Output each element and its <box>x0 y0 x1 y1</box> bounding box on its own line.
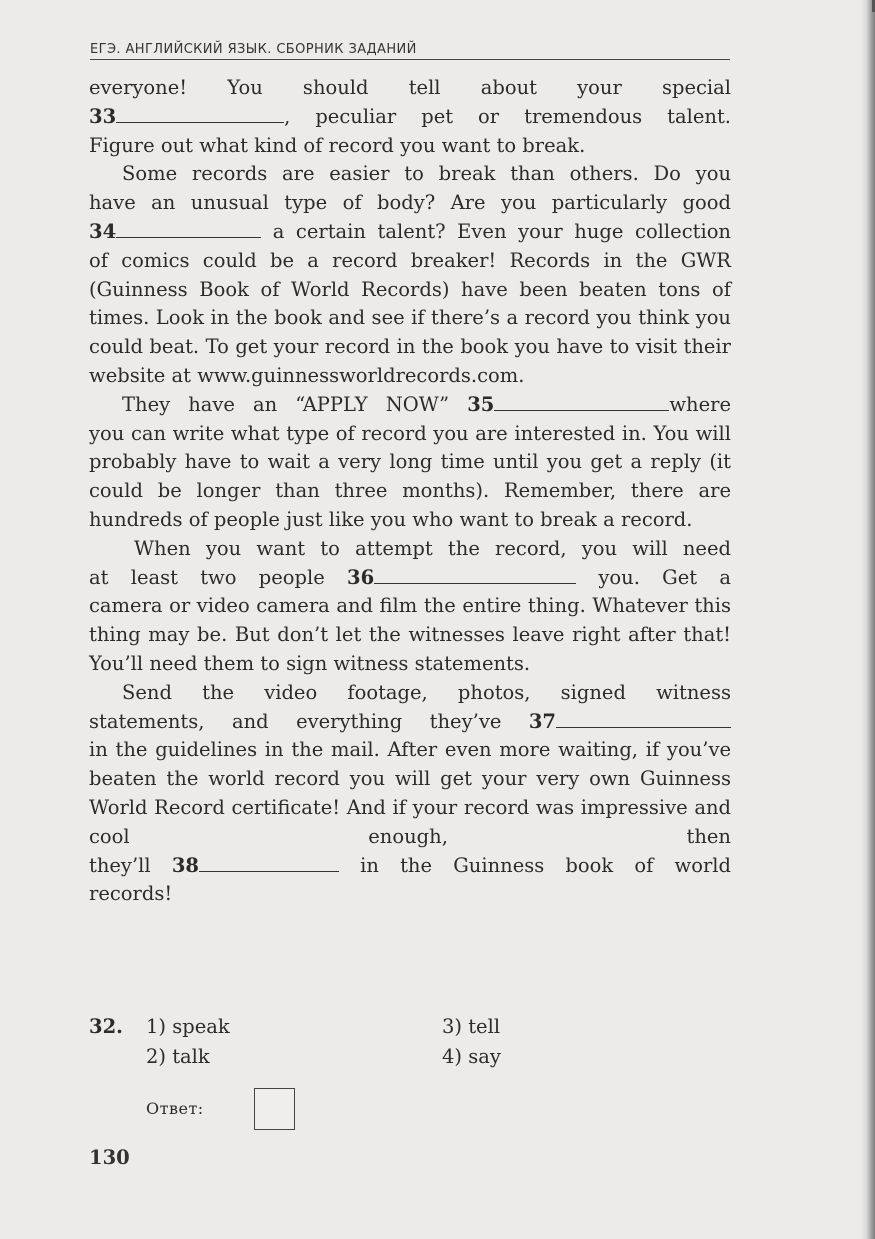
paragraph-5-last-after: in the Guinness book of world <box>338 853 731 877</box>
gap-37-blank[interactable] <box>556 709 731 728</box>
reading-text <box>89 74 731 909</box>
paragraph-4-line-2 <box>89 564 731 593</box>
paragraph-2-text: a certain talent? Even your huge collection <box>261 219 731 243</box>
paragraph-2-line-1: Some records are easier to break than others. Do you <box>122 162 731 186</box>
answer-box[interactable] <box>254 1088 295 1130</box>
paragraph-5-line-1: Send the video footage, photos, signed witness <box>122 680 731 704</box>
paragraph-2-line-3 <box>89 218 731 247</box>
question-number: 32. <box>89 1015 123 1038</box>
page-number: 130 <box>89 1146 130 1169</box>
option-1[interactable]: 1) speak <box>146 1015 230 1038</box>
paragraph-5-start: statements, and everything they’ve <box>89 709 529 733</box>
paragraph-4-line-1: When you want to attempt the record, you will need <box>134 536 731 560</box>
option-4[interactable]: 4) say <box>442 1045 501 1068</box>
gap-number-33: 33 <box>89 104 117 128</box>
gap-number-35: 35 <box>467 392 495 416</box>
paragraph-1-text: , peculiar pet or tremendous talent. <box>284 104 731 128</box>
gap-number-36: 36 <box>347 565 375 589</box>
gap-35-blank[interactable] <box>494 392 669 411</box>
paragraph-5-line-2 <box>89 708 731 737</box>
paragraph-3-rest: you can write what type of record you are interested in. You will probably have to wait a very long time until you get a reply (it could be longer than three months). Remember, there are hundreds of people just like you who want to break a record. <box>89 421 731 531</box>
gap-number-38: 38 <box>171 853 199 877</box>
paragraph-3-line-1 <box>89 391 731 420</box>
gap-number-37: 37 <box>528 709 556 733</box>
paragraph-5-last-line <box>89 852 731 881</box>
paragraph-5-end: records! <box>89 882 173 906</box>
paragraph-4-after: you. Get a <box>576 565 731 589</box>
paragraph-1-line-1: everyone! You should tell about your special <box>89 76 731 99</box>
option-2[interactable]: 2) talk <box>146 1045 210 1068</box>
paragraph-1-line-2 <box>89 103 731 132</box>
paragraph-4-start: at least two people <box>89 565 347 589</box>
paragraph-5-middle: in the guidelines in the mail. After even more waiting, if you’ve beaten the world record you will get your very own Guinness World Record certificate! And if your record was impressive and cool enough, then <box>89 738 731 848</box>
gap-38-blank[interactable] <box>199 853 339 872</box>
gap-number-34: 34 <box>89 219 117 243</box>
running-header: ЕГЭ. АНГЛИЙСКИЙ ЯЗЫК. СБОРНИК ЗАДАНИЙ <box>90 42 730 60</box>
gap-33-blank[interactable] <box>116 104 284 123</box>
paragraph-1-line-3: Figure out what kind of record you want to break. <box>89 133 586 157</box>
paragraph-3-start: They have an “APPLY NOW” <box>122 392 468 416</box>
paragraph-3-after: where <box>669 392 731 416</box>
paragraph-2-line-2: have an unusual type of body? Are you particularly good <box>89 191 731 215</box>
answer-label: Ответ: <box>146 1099 204 1118</box>
page-edge-shadow <box>861 0 875 1239</box>
gap-36-blank[interactable] <box>374 565 576 584</box>
paragraph-5-last-start: they’ll <box>89 853 172 877</box>
paragraph-4-rest: camera or video camera and film the entire thing. Whatever this thing may be. But don’t let the witnesses leave right after that! You’ll need them to sign witness statements. <box>89 594 731 675</box>
paragraph-2-rest: of comics could be a record breaker! Records in the GWR (Guinness Book of World Records) have been beaten tons of times. Look in the book and see if there’s a record you think you could beat. To get your record in the book you have to visit their website at www.guinnessworldrecords.com. <box>89 248 731 387</box>
option-3[interactable]: 3) tell <box>442 1015 501 1038</box>
gap-34-blank[interactable] <box>116 219 261 238</box>
